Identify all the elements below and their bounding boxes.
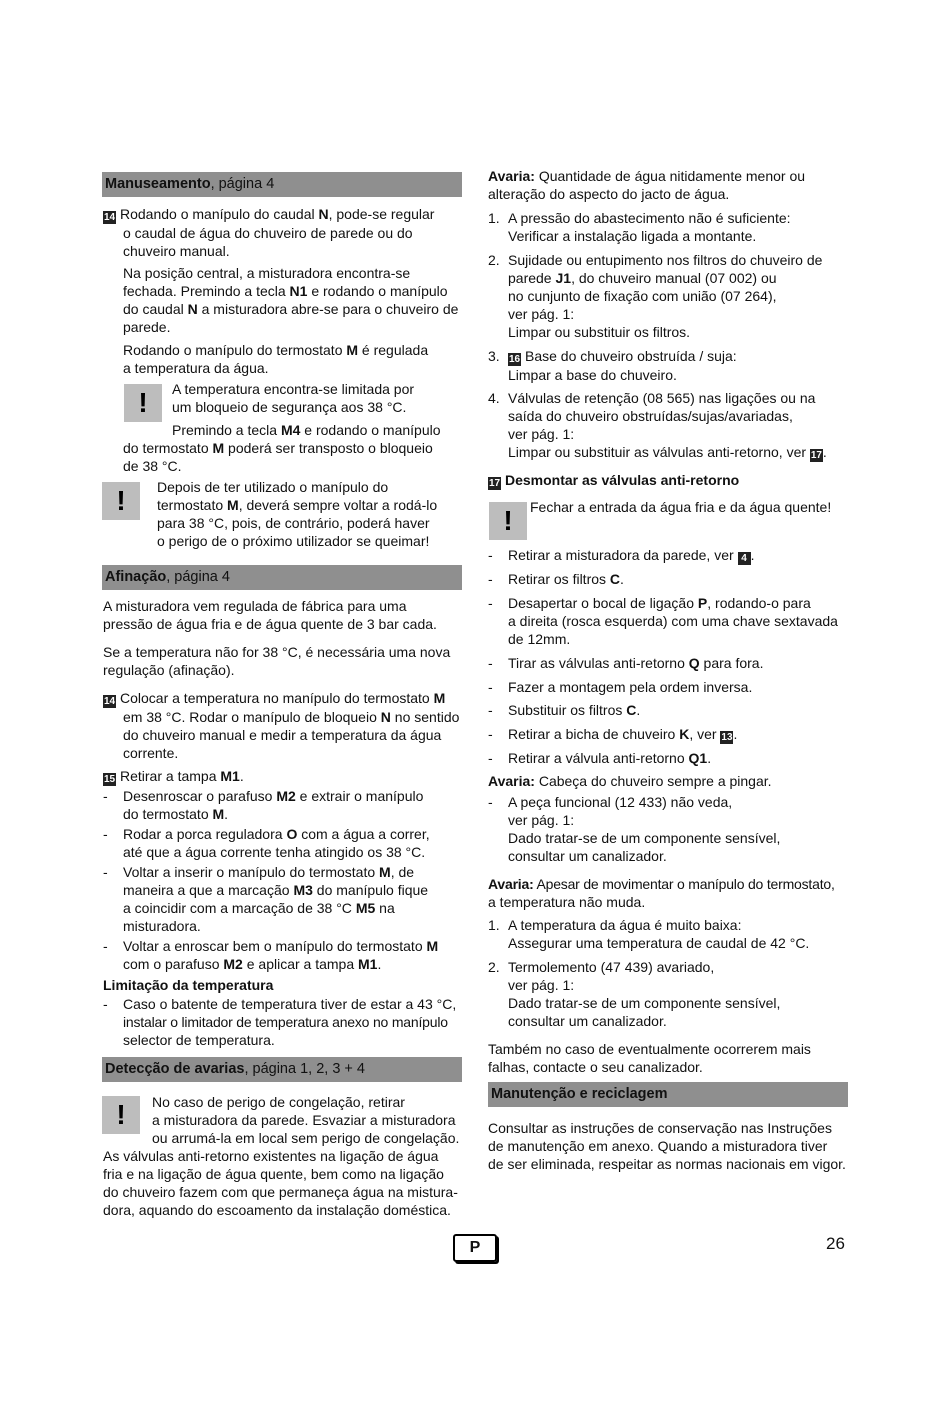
item-number: 2. bbox=[488, 252, 500, 268]
item-number: 2. bbox=[488, 959, 500, 975]
text-bold: K bbox=[679, 726, 690, 742]
text: pressão de água fria e de água quente de 3 bar cada. bbox=[103, 616, 437, 632]
text-bold: M bbox=[433, 690, 446, 706]
item-number: 3. bbox=[488, 348, 500, 364]
text: o caudal de água do chuveiro de parede ou do bbox=[123, 225, 413, 241]
text: ver pág. 1: bbox=[508, 977, 575, 993]
text: Retirar a válvula anti-retorno bbox=[508, 750, 689, 766]
warning-text-fechar: Fechar a entrada da água fria e da água quente! bbox=[530, 499, 832, 515]
text: Rodar a porca reguladora bbox=[123, 826, 287, 842]
text: Termolemento (47 439) avariado, bbox=[508, 959, 715, 975]
text: . bbox=[224, 806, 229, 822]
paragraph-nova-regulacao bbox=[103, 643, 463, 679]
paragraph-tecla-m4 bbox=[123, 421, 468, 475]
section-header-deteccao bbox=[102, 1057, 462, 1082]
text: do termostato bbox=[123, 440, 213, 456]
text: a temperatura da água. bbox=[123, 360, 269, 376]
exclamation-glyph: ! bbox=[138, 387, 148, 418]
text-bold: M bbox=[212, 440, 225, 456]
text: Limpar ou substituir os filtros. bbox=[508, 324, 691, 340]
text: Limpar ou substituir as válvulas anti-retorno, ver bbox=[508, 444, 810, 460]
section-pages: , página 4 bbox=[210, 176, 275, 192]
text-bold: M2 bbox=[276, 788, 296, 804]
text: No caso de perigo de congelação, retirar bbox=[152, 1094, 405, 1110]
text: de ser eliminada, respeitar as normas nacionais em vigor. bbox=[488, 1156, 846, 1172]
text: A temperatura da água é muito baixa: bbox=[508, 917, 742, 933]
warning-icon bbox=[124, 384, 162, 422]
text: o perigo de o próximo utilizador se queimar! bbox=[157, 533, 430, 549]
text: do chuveiro manual e medir a temperatura da água bbox=[123, 727, 442, 743]
text: , pode-se regular bbox=[328, 206, 435, 222]
text: Limpar a base do chuveiro. bbox=[508, 367, 677, 383]
section-header-manuseamento bbox=[102, 172, 462, 197]
dash-bullet: - bbox=[103, 826, 108, 842]
text: falhas, contacte o seu canalizador. bbox=[488, 1059, 703, 1075]
text: ver pág. 1: bbox=[508, 812, 575, 828]
text: a temperatura não muda. bbox=[488, 894, 646, 910]
avaria-3 bbox=[488, 875, 850, 911]
step-number-badge: 13 bbox=[721, 732, 733, 743]
text: maneira a que a marcação bbox=[123, 882, 294, 898]
numbered-item bbox=[488, 916, 848, 952]
text: parede bbox=[508, 270, 556, 286]
text: Desenroscar o parafuso bbox=[123, 788, 277, 804]
text-bold: C bbox=[626, 702, 637, 718]
exclamation-glyph: ! bbox=[116, 485, 126, 516]
warning-text-congelacao bbox=[152, 1093, 462, 1147]
text-bold: M1 bbox=[358, 956, 378, 972]
text: Tirar as válvulas anti-retorno bbox=[508, 655, 689, 671]
text: a misturadora abre-se para o chuveiro de bbox=[197, 301, 459, 317]
step-number-badge: 14 bbox=[103, 696, 116, 707]
text: para 38 °C, pois, de contrário, poderá haver bbox=[157, 515, 430, 531]
text-bold: M bbox=[212, 806, 225, 822]
dash-item bbox=[103, 995, 465, 1049]
text: Verificar a instalação ligada a montante. bbox=[508, 228, 757, 244]
text: , de bbox=[390, 864, 415, 880]
section-title: Detecção de avarias bbox=[105, 1061, 245, 1077]
text: Consultar as instruções de conservação nas Instruções bbox=[488, 1120, 832, 1136]
text: consultar um canalizador. bbox=[508, 848, 667, 864]
text: Premindo a tecla bbox=[172, 422, 281, 438]
text: Colocar a temperatura no manípulo do termostato bbox=[120, 690, 434, 706]
text: Retirar a tampa bbox=[120, 768, 221, 784]
step-number-badge: 16 bbox=[508, 354, 521, 365]
text: a direita (rosca esquerda) com uma chave sextavada bbox=[508, 613, 838, 629]
text: Também no caso de eventualmente ocorrerem mais bbox=[488, 1041, 811, 1057]
text: As válvulas anti-retorno existentes na ligação de água bbox=[103, 1148, 439, 1164]
heading-17 bbox=[488, 471, 739, 490]
text: regulação (afinação). bbox=[103, 662, 235, 678]
text: A misturadora vem regulada de fábrica para uma bbox=[103, 598, 407, 614]
text: selector de temperatura. bbox=[123, 1032, 275, 1048]
text: A peça funcional (12 433) não veda, bbox=[508, 794, 733, 810]
text-bold: Q bbox=[688, 655, 700, 671]
paragraph-regulada-fabrica bbox=[103, 597, 463, 633]
dash-item bbox=[488, 678, 848, 696]
text: misturadora. bbox=[123, 918, 201, 934]
text: até que a água corrente tenha atingido os 38 °C. bbox=[123, 844, 426, 860]
text: no cunjunto de fixação com união (07 264), bbox=[508, 288, 777, 304]
dash-bullet: - bbox=[488, 794, 493, 810]
dash-bullet: - bbox=[103, 938, 108, 954]
dash-item bbox=[488, 793, 848, 865]
text-bold: O bbox=[286, 826, 298, 842]
exclamation-glyph: ! bbox=[503, 505, 513, 536]
step-15 bbox=[103, 767, 463, 786]
text: . bbox=[707, 750, 712, 766]
exclamation-glyph: ! bbox=[116, 1099, 126, 1130]
dash-item bbox=[103, 825, 463, 861]
text: Apesar de movimentar o manípulo do termostato, bbox=[533, 876, 835, 892]
text: Cabeça do chuveiro sempre a pingar. bbox=[534, 773, 772, 789]
text: e rodando o manípulo bbox=[307, 283, 448, 299]
dash-item bbox=[488, 701, 848, 719]
text: Dado tratar-se de um componente sensível, bbox=[508, 830, 781, 846]
numbered-item bbox=[488, 958, 848, 1030]
dash-bullet: - bbox=[488, 547, 493, 563]
text: e aplicar a tampa bbox=[242, 956, 359, 972]
text: de manutenção em anexo. Quando a misturadora tiver bbox=[488, 1138, 828, 1154]
text: , rodando-o para bbox=[707, 595, 811, 611]
text: instalar o limitador de temperatura anexo no manípulo bbox=[123, 1014, 448, 1030]
text: Rodando o manípulo do termostato bbox=[123, 342, 347, 358]
section-title: Manutenção e reciclagem bbox=[491, 1086, 668, 1102]
language-badge bbox=[453, 1234, 497, 1262]
text: chuveiro manual. bbox=[123, 243, 230, 259]
text: é regulada bbox=[358, 342, 429, 358]
dash-item bbox=[488, 570, 848, 588]
text: Substituir os filtros bbox=[508, 702, 627, 718]
text-bold: Avaria: bbox=[488, 773, 535, 789]
item-number: 1. bbox=[488, 210, 500, 226]
section-header-manutencao bbox=[488, 1082, 848, 1107]
text: . bbox=[636, 702, 641, 718]
language-code: P bbox=[469, 1239, 481, 1256]
text: A pressão do abastecimento não é suficiente: bbox=[508, 210, 791, 226]
subheading-limitacao: Limitação da temperatura bbox=[103, 977, 274, 993]
text: do termostato bbox=[123, 806, 213, 822]
dash-item bbox=[103, 937, 463, 973]
text-bold: C bbox=[609, 571, 621, 587]
page-number: 26 bbox=[826, 1234, 845, 1253]
dash-item bbox=[103, 863, 463, 935]
text: Voltar a inserir o manípulo do termostato bbox=[123, 864, 380, 880]
text-bold: M2 bbox=[223, 956, 243, 972]
text: Base do chuveiro obstruída / suja: bbox=[525, 348, 737, 364]
section-pages: , página 1, 2, 3 + 4 bbox=[244, 1061, 365, 1077]
text: e extrair o manípulo bbox=[295, 788, 424, 804]
text: um bloqueio de segurança aos 38 °C. bbox=[172, 399, 407, 415]
text-bold: Avaria: bbox=[488, 876, 534, 892]
text: . bbox=[822, 444, 827, 460]
text-bold: M5 bbox=[355, 900, 376, 916]
text: do manípulo fique bbox=[312, 882, 429, 898]
text: a misturadora da parede. Esvaziar a misturadora bbox=[152, 1112, 456, 1128]
text: Retirar a misturadora da parede, ver bbox=[508, 547, 738, 563]
text: ou arrumá-la em local sem perigo de congelação. bbox=[152, 1130, 460, 1146]
text-bold: M3 bbox=[293, 882, 313, 898]
text: Desmontar as válvulas anti-retorno bbox=[505, 472, 740, 488]
text: . bbox=[239, 768, 244, 784]
text: ver pág. 1: bbox=[508, 426, 575, 442]
text: Se a temperatura não for 38 °C, é necessária uma nova bbox=[103, 644, 451, 660]
paragraph-valvulas bbox=[103, 1147, 465, 1219]
step-number-badge: 4 bbox=[738, 552, 751, 565]
text: Fazer a montagem pela ordem inversa. bbox=[508, 679, 753, 695]
text: termostato bbox=[157, 497, 228, 513]
text: Assegurar uma temperatura de caudal de 42 °C. bbox=[508, 935, 810, 951]
avaria-1 bbox=[488, 167, 848, 203]
numbered-item bbox=[488, 347, 848, 384]
dash-item bbox=[488, 594, 850, 648]
text: fechada. Premindo a tecla bbox=[123, 283, 290, 299]
text: Rodando o manípulo do caudal bbox=[120, 206, 319, 222]
dash-bullet: - bbox=[488, 726, 493, 742]
text: . bbox=[733, 726, 738, 742]
text: . bbox=[750, 547, 755, 563]
text: corrente. bbox=[123, 745, 179, 761]
section-pages: , página 4 bbox=[166, 569, 230, 585]
paragraph-termostato bbox=[123, 341, 463, 377]
text: consultar um canalizador. bbox=[508, 1013, 667, 1029]
text: e rodando o manípulo bbox=[300, 422, 441, 438]
section-title: Manuseamento bbox=[105, 176, 211, 192]
text-bold: J1 bbox=[555, 270, 572, 286]
dash-item bbox=[488, 749, 848, 767]
text: ver pág. 1: bbox=[508, 306, 575, 322]
dash-item bbox=[488, 654, 848, 672]
dash-bullet: - bbox=[488, 571, 493, 587]
section-title: Afinação bbox=[105, 569, 167, 585]
text: alteração do aspecto do jacto de água. bbox=[488, 186, 730, 202]
item-number: 4. bbox=[488, 390, 500, 406]
text: em 38 °C. Rodar o manípulo de bloqueio bbox=[123, 709, 381, 725]
text-bold: N bbox=[318, 206, 329, 222]
text-bold: M1 bbox=[220, 768, 240, 784]
text-bold: N bbox=[187, 301, 198, 317]
text: poderá ser transposto o bloqueio bbox=[224, 440, 433, 456]
dash-item bbox=[488, 725, 848, 744]
section-header-afinacao bbox=[102, 565, 462, 590]
text-bold: N bbox=[380, 709, 391, 725]
dash-bullet: - bbox=[488, 702, 493, 718]
dash-bullet: - bbox=[488, 655, 493, 671]
numbered-item bbox=[488, 251, 848, 341]
text: no sentido bbox=[390, 709, 460, 725]
warning-text-limite bbox=[172, 380, 462, 416]
text: Desapertar o bocal de ligação bbox=[508, 595, 698, 611]
step-number-badge: 17 bbox=[488, 478, 501, 489]
text: A temperatura encontra-se limitada por bbox=[172, 381, 415, 397]
text: , deverá sempre voltar a rodá-lo bbox=[238, 497, 438, 513]
text-bold: M bbox=[346, 342, 359, 358]
text: Dado tratar-se de um componente sensível, bbox=[508, 995, 781, 1011]
step-14-b bbox=[103, 689, 465, 762]
text: para fora. bbox=[699, 655, 764, 671]
text-bold: M bbox=[379, 864, 391, 880]
paragraph-manutencao bbox=[488, 1119, 853, 1173]
numbered-item bbox=[488, 389, 850, 462]
text: . bbox=[620, 571, 624, 587]
text-bold: M bbox=[227, 497, 239, 513]
text: dora, aquando do escoamento da instalação doméstica. bbox=[103, 1202, 451, 1218]
text: Retirar os filtros bbox=[508, 571, 610, 587]
text: Caso o batente de temperatura tiver de estar a 43 °C, bbox=[123, 996, 457, 1012]
dash-bullet: - bbox=[103, 864, 108, 880]
step-14-a bbox=[103, 205, 463, 260]
dash-item bbox=[103, 787, 463, 823]
text: com o parafuso bbox=[123, 956, 224, 972]
text: , do chuveiro manual (07 002) ou bbox=[571, 270, 777, 286]
text: do caudal bbox=[123, 301, 188, 317]
text: Retirar a bicha de chuveiro bbox=[508, 726, 680, 742]
text-bold: Q1 bbox=[688, 750, 708, 766]
text-bold: M4 bbox=[280, 422, 301, 438]
text-bold: M bbox=[426, 938, 439, 954]
text: fria e na ligação de água quente, bem como na ligação bbox=[103, 1166, 444, 1182]
dash-bullet: - bbox=[488, 595, 493, 611]
step-number-badge: 15 bbox=[103, 774, 116, 785]
text: . bbox=[377, 956, 382, 972]
text: de 12mm. bbox=[508, 631, 571, 647]
text-bold: Avaria: bbox=[488, 168, 535, 184]
dash-bullet: - bbox=[103, 788, 108, 804]
text: Válvulas de retenção (08 565) nas ligações ou na bbox=[508, 390, 816, 406]
text: a coincidir com a marcação de 38 °C bbox=[123, 900, 356, 916]
dash-bullet: - bbox=[103, 996, 108, 1012]
text: Depois de ter utilizado o manípulo do bbox=[157, 479, 389, 495]
text: Na posição central, a misturadora encontra-se bbox=[123, 265, 411, 281]
step-number-badge: 14 bbox=[103, 212, 116, 223]
warning-icon bbox=[489, 502, 527, 540]
dash-bullet: - bbox=[488, 750, 493, 766]
text: parede. bbox=[123, 319, 171, 335]
text: de 38 °C. bbox=[123, 458, 182, 474]
text: , ver bbox=[689, 726, 721, 742]
text: do chuveiro fazem com que permaneça água na mistura- bbox=[103, 1184, 458, 1200]
paragraph-posicao-central bbox=[123, 264, 463, 336]
avaria-2 bbox=[488, 772, 848, 790]
text: Quantidade de água nitidamente menor ou bbox=[534, 168, 806, 184]
dash-bullet: - bbox=[488, 679, 493, 695]
warning-icon bbox=[102, 482, 140, 520]
numbered-item bbox=[488, 209, 848, 245]
text-bold: N1 bbox=[289, 283, 308, 299]
text-bold: P bbox=[697, 595, 708, 611]
item-number: 1. bbox=[488, 917, 500, 933]
text: na bbox=[375, 900, 395, 916]
step-number-badge: 17 bbox=[810, 450, 822, 461]
warning-text-queimar bbox=[157, 478, 462, 550]
text: Sujidade ou entupimento nos filtros do chuveiro de bbox=[508, 252, 823, 268]
text: Voltar a enroscar bem o manípulo do termostato bbox=[123, 938, 427, 954]
text: saída do chuveiro obstruídas/sujas/avariadas, bbox=[508, 408, 793, 424]
warning-icon bbox=[102, 1096, 140, 1134]
dash-item bbox=[488, 546, 848, 565]
paragraph-outras-falhas bbox=[488, 1040, 848, 1076]
text: com a água a correr, bbox=[297, 826, 430, 842]
